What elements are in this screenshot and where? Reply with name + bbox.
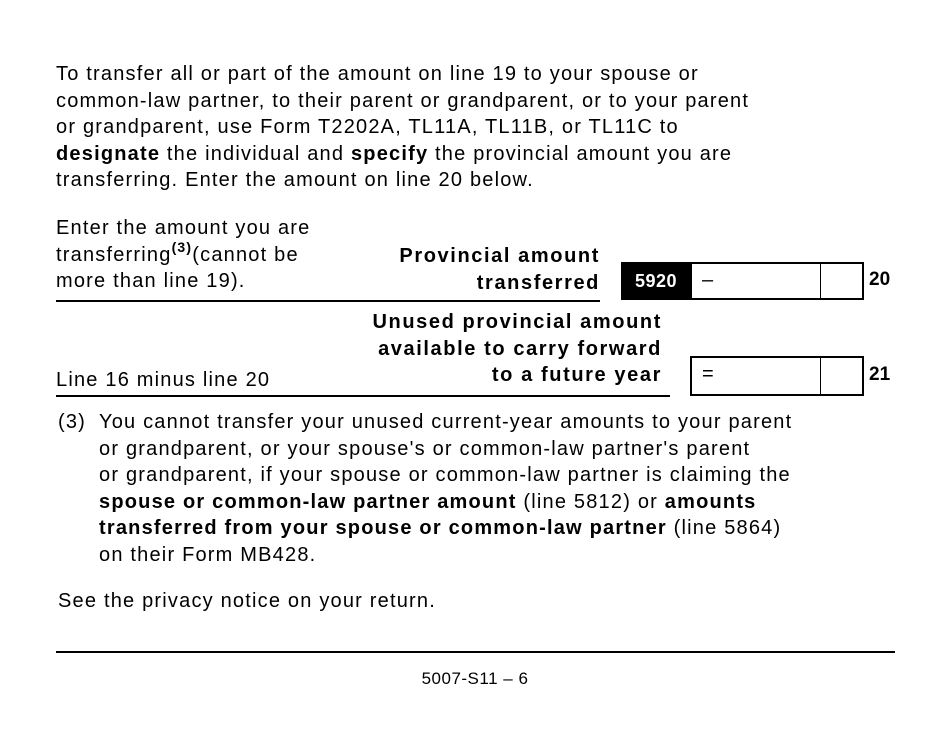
cents-divider <box>820 264 821 298</box>
intro-line-4 <box>56 141 749 168</box>
footnote-marker: (3) <box>58 411 87 433</box>
line20-code-box: 5920 <box>621 262 691 300</box>
line20-desc-line-3: more than line 19). <box>56 270 246 292</box>
line20-desc-line-2 <box>56 238 311 269</box>
line20-sign: – <box>702 269 714 291</box>
line20-rule <box>56 300 600 302</box>
footnote-line-3: or grandparent, if your spouse or common-law partner is claiming the <box>99 464 791 486</box>
line21-label <box>372 309 662 389</box>
specify-emphasis: specify <box>350 142 429 165</box>
amounts-emphasis: amounts <box>664 490 757 513</box>
line20-number: 20 <box>869 269 891 290</box>
line21-number: 21 <box>869 364 891 385</box>
intro-line-4-end: the provincial amount you are <box>428 142 733 165</box>
footnote-text <box>99 409 792 568</box>
privacy-notice: See the privacy notice on your return. <box>58 590 437 612</box>
footnote-line-6: on their Form MB428. <box>99 543 317 566</box>
page-footer: 5007-S11 – 6 <box>421 669 529 688</box>
intro-line-4-mid: the individual and <box>160 142 351 165</box>
line21-label-line-3: to a future year <box>491 364 662 386</box>
transferred-emphasis: transferred from your spouse or common-law partner <box>99 517 667 539</box>
cents-divider <box>820 358 821 394</box>
intro-paragraph <box>56 61 749 194</box>
line21-label-line-1: Unused provincial amount <box>372 311 662 333</box>
footnote-reference: (3) <box>171 238 193 255</box>
line21-label-line-2: available to carry forward <box>378 337 662 360</box>
line21-rule <box>56 395 670 397</box>
footnote-line-4-mid: (line 5812) or <box>516 490 665 513</box>
line20-label <box>399 243 600 296</box>
intro-line-5: transferring. Enter the amount on line 20 below. <box>56 169 534 191</box>
intro-line-2: common-law partner, to their parent or grandparent, or to your parent <box>56 89 750 112</box>
line20-label-line-2: transferred <box>476 271 600 294</box>
line20-desc-line-1: Enter the amount you are <box>56 217 311 239</box>
line20-description <box>56 215 311 295</box>
footnote-line-5-end: (line 5864) <box>666 517 782 539</box>
line20-label-line-1: Provincial amount <box>399 245 600 267</box>
line20-desc-transferring: transferring <box>56 243 172 266</box>
footer-rule <box>56 651 895 653</box>
footnote-line-4 <box>99 489 792 516</box>
line20-amount-field[interactable] <box>690 262 864 300</box>
footnote-line-1: You cannot transfer your unused current-year amounts to your parent <box>99 411 793 433</box>
footnote-line-5 <box>99 515 792 542</box>
intro-line-1: To transfer all or part of the amount on line 19 to your spouse or <box>56 63 699 85</box>
line20-desc-cannot-be: (cannot be <box>192 243 299 266</box>
line21-sign: = <box>702 363 714 385</box>
designate-emphasis: designate <box>56 142 161 165</box>
spouse-amount-emphasis: spouse or common-law partner amount <box>99 490 517 513</box>
footnote-line-2: or grandparent, or your spouse's or common-law partner's parent <box>99 437 751 460</box>
intro-line-3: or grandparent, use Form T2202A, TL11A, TL11B, or TL11C to <box>56 116 679 138</box>
line21-description: Line 16 minus line 20 <box>56 369 271 391</box>
line21-amount-field[interactable] <box>690 356 864 396</box>
